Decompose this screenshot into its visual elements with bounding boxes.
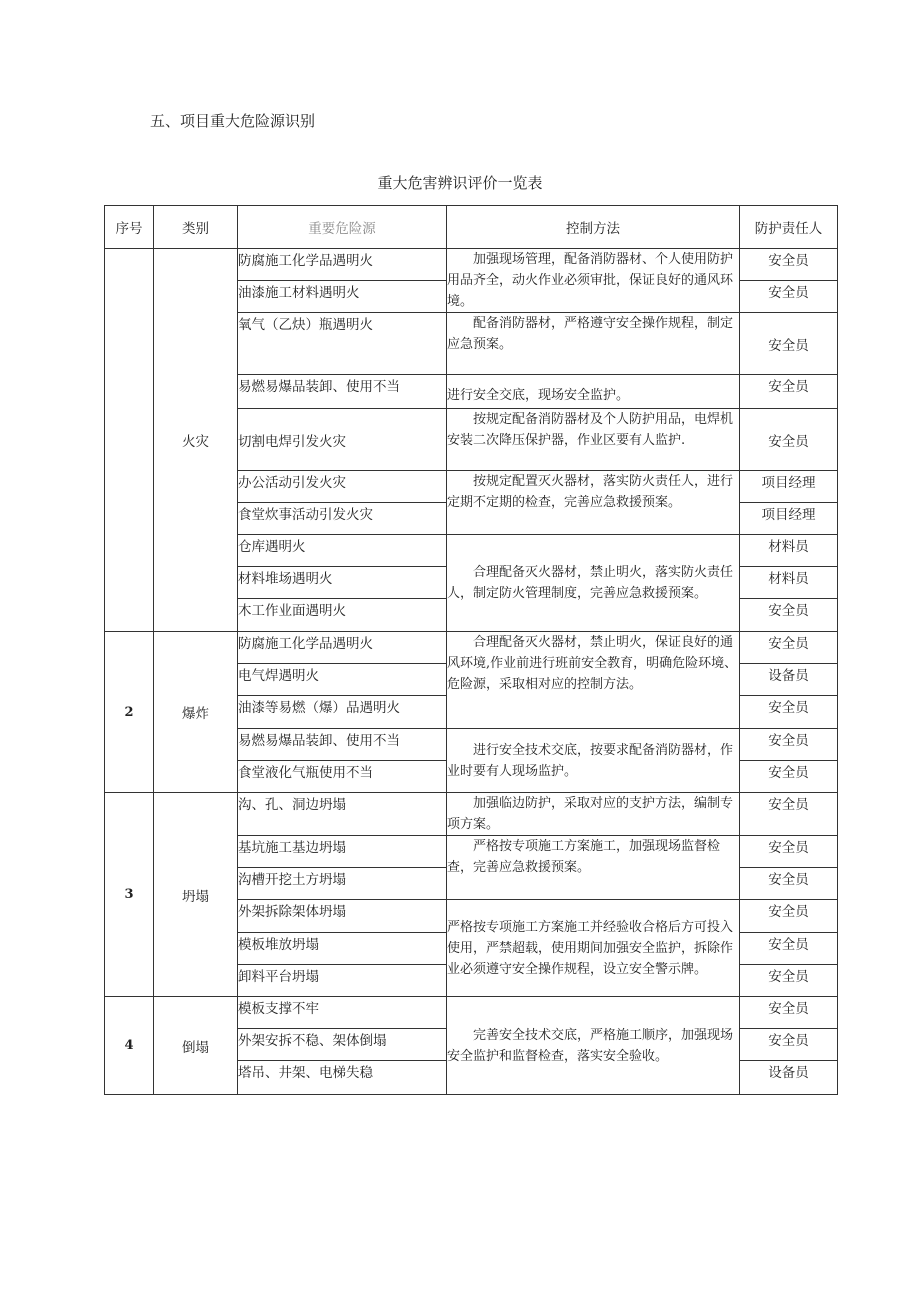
group-number: 3	[105, 793, 154, 997]
hazard-table	[104, 205, 838, 1095]
group-category: 爆炸	[154, 632, 238, 793]
table-header-row	[105, 206, 838, 249]
responsible-person: 设备员	[740, 1061, 838, 1095]
control-method: 按规定配备消防器材及个人防护用品，电焊机安装二次降压保护器，作业区要有人监护.	[447, 409, 740, 471]
table-title: 重大危害辨识评价一览表	[377, 174, 543, 192]
control-method: 严格按专项施工方案施工，加强现场监督检查，完善应急救援预案。	[447, 836, 740, 900]
responsible-person: 安全员	[740, 836, 838, 868]
control-method: 加强现场管理，配备消防器材、个人使用防护用品齐全，动火作业必须审批，保证良好的通风环境。	[447, 249, 740, 313]
hazard-source: 防腐施工化学品遇明火	[238, 249, 447, 281]
section-heading: 五、项目重大危险源识别	[150, 112, 316, 130]
responsible-person: 安全员	[740, 965, 838, 997]
header-responsible: 防护责任人	[740, 206, 838, 249]
header-no: 序号	[105, 206, 154, 249]
hazard-source: 防腐施工化学品遇明火	[238, 632, 447, 664]
hazard-source: 沟、孔、洞边坍塌	[238, 793, 447, 836]
control-method: 完善安全技术交底，严格施工顺序，加强现场安全监护和监督检查，落实安全验收。	[447, 997, 740, 1095]
hazard-source: 办公活动引发火灾	[238, 471, 447, 503]
control-method: 进行安全交底，现场安全监护。	[447, 375, 740, 409]
hazard-source: 油漆施工材料遇明火	[238, 281, 447, 313]
table-row	[105, 249, 838, 281]
header-source: 重要危险源	[238, 206, 447, 249]
table-row	[105, 997, 838, 1029]
group-number	[105, 249, 154, 632]
responsible-person: 安全员	[740, 313, 838, 375]
hazard-source: 卸料平台坍塌	[238, 965, 447, 997]
table-row	[105, 793, 838, 836]
control-method: 严格按专项施工方案施工并经验收合格后方可投入使用，严禁超载，使用期间加强安全监护，拆除作业必须遵守安全操作规程，设立安全警示牌。	[447, 900, 740, 997]
responsible-person: 安全员	[740, 599, 838, 632]
header-method: 控制方法	[447, 206, 740, 249]
group-category: 火灾	[154, 249, 238, 632]
group-category: 坍塌	[154, 793, 238, 997]
responsible-person: 安全员	[740, 900, 838, 933]
responsible-person: 安全员	[740, 1029, 838, 1061]
hazard-source: 外架安拆不稳、架体倒塌	[238, 1029, 447, 1061]
responsible-person: 安全员	[740, 375, 838, 409]
group-number: 2	[105, 632, 154, 793]
responsible-person: 安全员	[740, 409, 838, 471]
responsible-person: 安全员	[740, 868, 838, 900]
control-method: 合理配备灭火器材，禁止明火，保证良好的通风环境,作业前进行班前安全教育，明确危险环境、危险源，采取相对应的控制方法。	[447, 632, 740, 729]
responsible-person: 安全员	[740, 997, 838, 1029]
hazard-source: 基坑施工基边坍塌	[238, 836, 447, 868]
hazard-source: 油漆等易燃（爆）品遇明火	[238, 696, 447, 729]
control-method: 按规定配置灭火器材，落实防火责任人，进行定期不定期的检查，完善应急救援预案。	[447, 471, 740, 535]
responsible-person: 安全员	[740, 933, 838, 965]
responsible-person: 材料员	[740, 567, 838, 599]
responsible-person: 安全员	[740, 761, 838, 793]
hazard-source: 易燃易爆品装卸、使用不当	[238, 375, 447, 409]
hazard-source: 材料堆场遇明火	[238, 567, 447, 599]
group-number: 4	[105, 997, 154, 1095]
responsible-person: 安全员	[740, 696, 838, 729]
hazard-source: 模板支撑不牢	[238, 997, 447, 1029]
control-method: 配备消防器材，严格遵守安全操作规程，制定应急预案。	[447, 313, 740, 375]
hazard-source: 食堂炊事活动引发火灾	[238, 503, 447, 535]
responsible-person: 安全员	[740, 281, 838, 313]
hazard-source: 食堂液化气瓶使用不当	[238, 761, 447, 793]
hazard-source: 电气焊遇明火	[238, 664, 447, 696]
control-method: 合理配备灭火器材，禁止明火，落实防火责任人，制定防火管理制度，完善应急救援预案。	[447, 535, 740, 632]
hazard-source: 易燃易爆品装卸、使用不当	[238, 729, 447, 761]
hazard-source: 沟槽开挖土方坍塌	[238, 868, 447, 900]
responsible-person: 项目经理	[740, 503, 838, 535]
control-method: 加强临边防护，采取对应的支护方法，编制专项方案。	[447, 793, 740, 836]
hazard-source: 塔吊、井架、电梯失稳	[238, 1061, 447, 1095]
hazard-source: 切割电焊引发火灾	[238, 409, 447, 471]
group-category: 倒塌	[154, 997, 238, 1095]
responsible-person: 安全员	[740, 729, 838, 761]
table-row	[105, 632, 838, 664]
control-method: 进行安全技术交底，按要求配备消防器材，作业时要有人现场监护。	[447, 729, 740, 793]
hazard-source: 模板堆放坍塌	[238, 933, 447, 965]
responsible-person: 项目经理	[740, 471, 838, 503]
responsible-person: 安全员	[740, 249, 838, 281]
responsible-person: 设备员	[740, 664, 838, 696]
hazard-source: 木工作业面遇明火	[238, 599, 447, 632]
hazard-source: 仓库遇明火	[238, 535, 447, 567]
responsible-person: 材料员	[740, 535, 838, 567]
hazard-source: 氧气（乙炔）瓶遇明火	[238, 313, 447, 375]
responsible-person: 安全员	[740, 793, 838, 836]
header-category: 类别	[154, 206, 238, 249]
hazard-source: 外架拆除架体坍塌	[238, 900, 447, 933]
responsible-person: 安全员	[740, 632, 838, 664]
